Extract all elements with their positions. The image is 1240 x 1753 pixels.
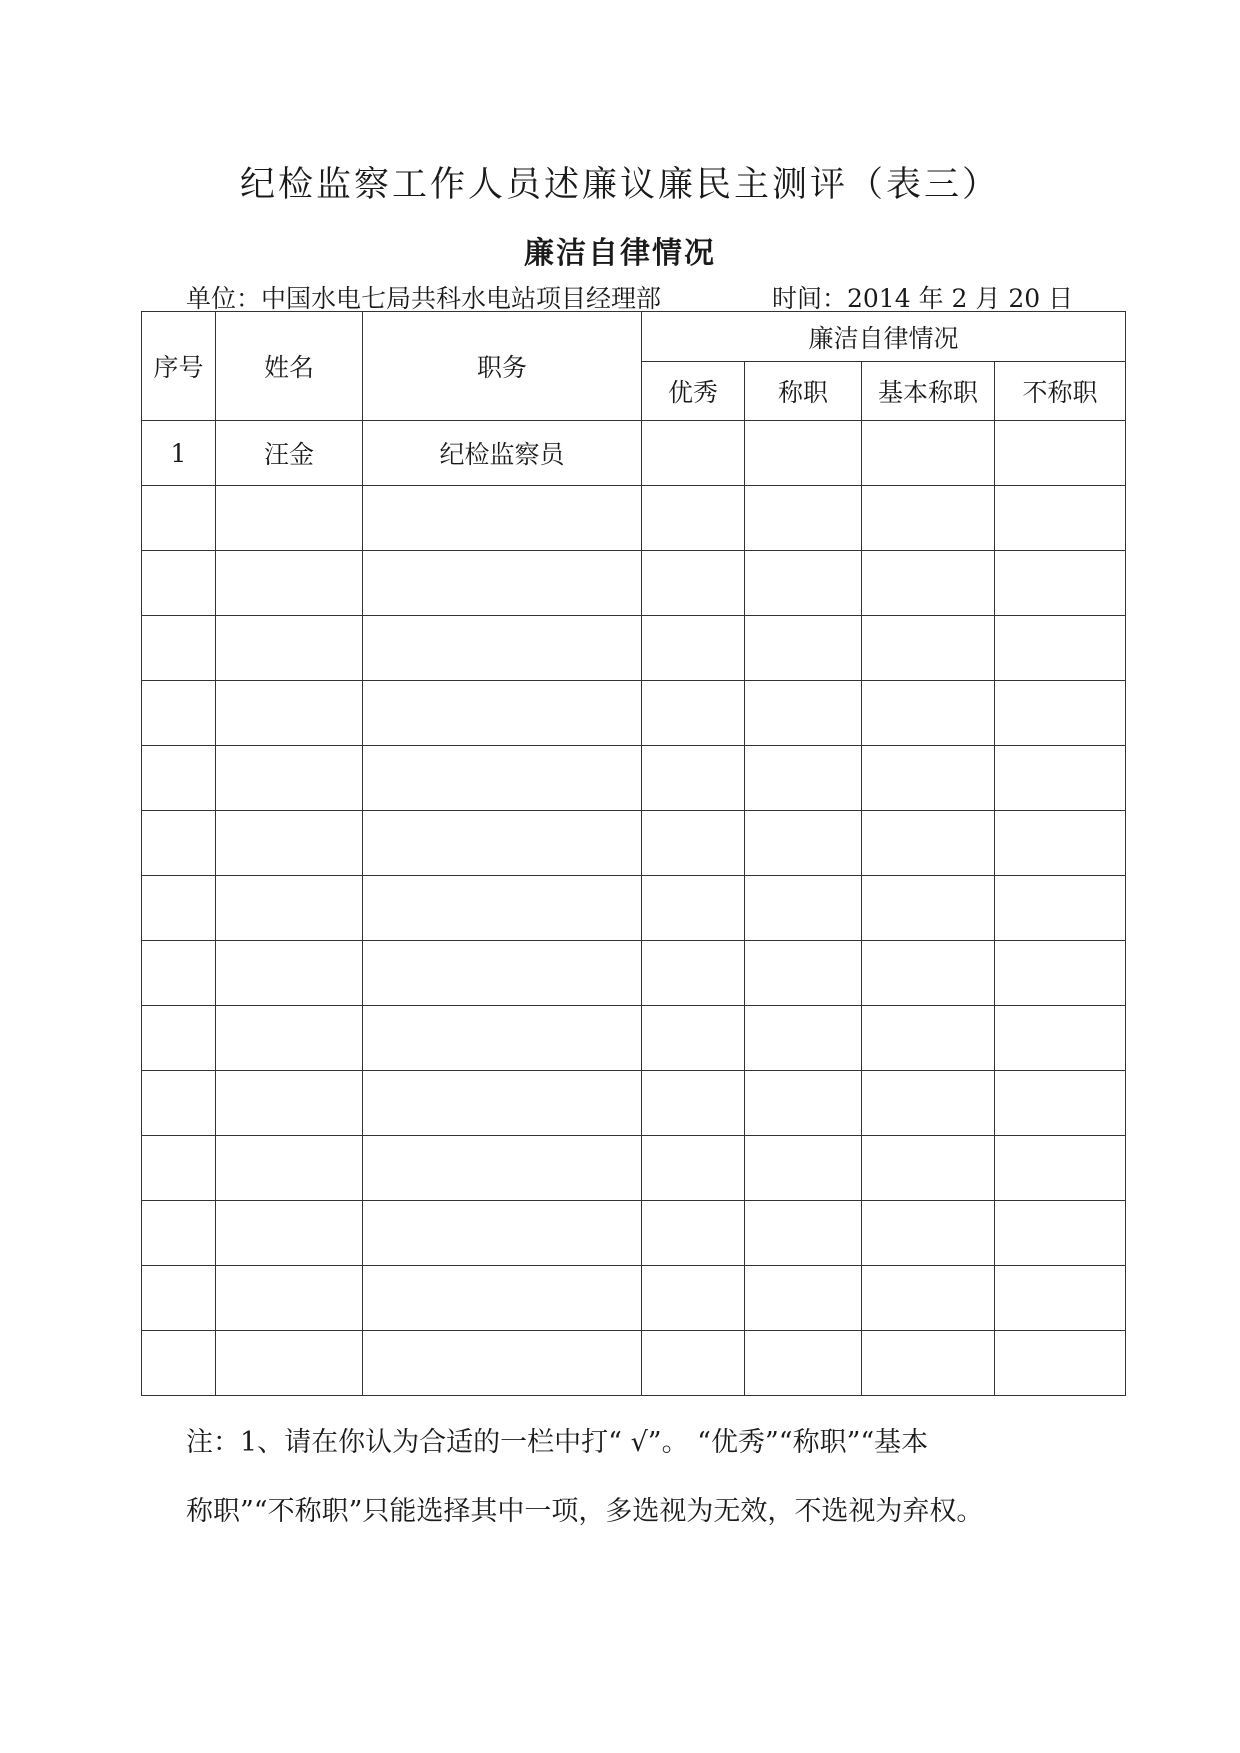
cell-rating-competent[interactable] [745, 746, 862, 811]
cell-rating-competent[interactable] [745, 421, 862, 486]
cell-rating-incompetent[interactable] [995, 1071, 1126, 1136]
cell-rating-basic[interactable] [862, 551, 995, 616]
cell-rating-basic[interactable] [862, 681, 995, 746]
cell-name: 汪金 [216, 421, 363, 486]
cell-rating-excellent[interactable] [642, 1201, 745, 1266]
cell-no [142, 941, 216, 1006]
cell-rating-basic[interactable] [862, 746, 995, 811]
cell-rating-excellent[interactable] [642, 876, 745, 941]
cell-no [142, 681, 216, 746]
cell-rating-incompetent[interactable] [995, 486, 1126, 551]
table-row [142, 1201, 1126, 1266]
cell-no [142, 746, 216, 811]
cell-rating-competent[interactable] [745, 1071, 862, 1136]
cell-rating-competent[interactable] [745, 551, 862, 616]
table-row [142, 746, 1126, 811]
table-row [142, 681, 1126, 746]
cell-rating-incompetent[interactable] [995, 1331, 1126, 1396]
cell-rating-basic[interactable] [862, 486, 995, 551]
cell-no [142, 551, 216, 616]
table-row [142, 616, 1126, 681]
cell-rating-excellent[interactable] [642, 616, 745, 681]
cell-position [363, 1266, 642, 1331]
cell-rating-basic[interactable] [862, 1331, 995, 1396]
cell-name [216, 811, 363, 876]
cell-no [142, 1006, 216, 1071]
cell-rating-basic[interactable] [862, 616, 995, 681]
document-subtitle: 廉洁自律情况 [524, 236, 716, 271]
cell-rating-basic[interactable] [862, 876, 995, 941]
cell-rating-excellent[interactable] [642, 1071, 745, 1136]
cell-name [216, 746, 363, 811]
table-row [142, 941, 1126, 1006]
header-rating-excellent: 优秀 [642, 362, 745, 421]
table-row [142, 1071, 1126, 1136]
cell-no [142, 1136, 216, 1201]
cell-no [142, 1201, 216, 1266]
table-row [142, 421, 1126, 486]
cell-name [216, 941, 363, 1006]
cell-rating-basic[interactable] [862, 1071, 995, 1136]
table-row [142, 551, 1126, 616]
table-row [142, 1006, 1126, 1071]
cell-rating-competent[interactable] [745, 681, 862, 746]
unit-label: 单位：中国水电七局共科水电站项目经理部 [186, 284, 662, 313]
cell-rating-incompetent[interactable] [995, 1006, 1126, 1071]
cell-rating-competent[interactable] [745, 811, 862, 876]
cell-rating-basic[interactable] [862, 1201, 995, 1266]
header-rating-competent: 称职 [745, 362, 862, 421]
cell-rating-incompetent[interactable] [995, 1201, 1126, 1266]
cell-position [363, 1331, 642, 1396]
cell-name [216, 616, 363, 681]
cell-rating-incompetent[interactable] [995, 421, 1126, 486]
cell-rating-excellent[interactable] [642, 811, 745, 876]
note-line-2: 称职”“不称职”只能选择其中一项，多选视为无效，不选视为弃权。 [186, 1496, 984, 1527]
cell-name [216, 1201, 363, 1266]
evaluation-table [141, 311, 1126, 1396]
cell-rating-competent[interactable] [745, 941, 862, 1006]
cell-position [363, 616, 642, 681]
cell-position [363, 1071, 642, 1136]
header-group: 廉洁自律情况 [642, 312, 1126, 362]
document-title: 纪检监察工作人员述廉议廉民主测评（表三） [239, 165, 1000, 205]
cell-rating-incompetent[interactable] [995, 746, 1126, 811]
cell-rating-basic[interactable] [862, 421, 995, 486]
cell-name [216, 681, 363, 746]
cell-position [363, 1006, 642, 1071]
cell-name [216, 1331, 363, 1396]
cell-rating-competent[interactable] [745, 1006, 862, 1071]
table-body [142, 421, 1126, 1396]
cell-position [363, 1201, 642, 1266]
cell-rating-excellent[interactable] [642, 681, 745, 746]
cell-rating-excellent[interactable] [642, 1136, 745, 1201]
cell-no [142, 1071, 216, 1136]
cell-rating-incompetent[interactable] [995, 681, 1126, 746]
cell-rating-competent[interactable] [745, 486, 862, 551]
cell-rating-competent[interactable] [745, 616, 862, 681]
cell-name [216, 551, 363, 616]
table-row [142, 1266, 1126, 1331]
cell-rating-excellent[interactable] [642, 421, 745, 486]
cell-rating-competent[interactable] [745, 1201, 862, 1266]
note-line-1: 注：1、请在你认为合适的一栏中打“ √”。 “优秀”“称职”“基本 [186, 1427, 929, 1458]
cell-rating-incompetent[interactable] [995, 941, 1126, 1006]
cell-rating-basic[interactable] [862, 1006, 995, 1071]
cell-position [363, 681, 642, 746]
cell-rating-competent[interactable] [745, 1136, 862, 1201]
cell-rating-basic[interactable] [862, 941, 995, 1006]
cell-name [216, 1006, 363, 1071]
cell-name [216, 1266, 363, 1331]
cell-no [142, 486, 216, 551]
cell-rating-excellent[interactable] [642, 1331, 745, 1396]
cell-name [216, 486, 363, 551]
cell-position [363, 876, 642, 941]
table-row [142, 486, 1126, 551]
cell-rating-incompetent[interactable] [995, 876, 1126, 941]
table-row [142, 876, 1126, 941]
cell-rating-excellent[interactable] [642, 1006, 745, 1071]
cell-rating-excellent[interactable] [642, 941, 745, 1006]
cell-rating-basic[interactable] [862, 1266, 995, 1331]
cell-position: 纪检监察员 [363, 421, 642, 486]
cell-rating-excellent[interactable] [642, 746, 745, 811]
table-row [142, 1331, 1126, 1396]
cell-position [363, 486, 642, 551]
cell-rating-excellent[interactable] [642, 486, 745, 551]
cell-position [363, 941, 642, 1006]
cell-no [142, 1266, 216, 1331]
cell-rating-competent[interactable] [745, 1331, 862, 1396]
cell-rating-excellent[interactable] [642, 551, 745, 616]
cell-position [363, 746, 642, 811]
table-row [142, 811, 1126, 876]
cell-no [142, 1331, 216, 1396]
cell-position [363, 811, 642, 876]
cell-rating-competent[interactable] [745, 876, 862, 941]
header-position: 职务 [363, 312, 642, 421]
cell-position [363, 551, 642, 616]
cell-rating-incompetent[interactable] [995, 1136, 1126, 1201]
date-label: 时间：2014 年 2 月 20 日 [772, 284, 1074, 313]
cell-rating-incompetent[interactable] [995, 1266, 1126, 1331]
cell-rating-basic[interactable] [862, 811, 995, 876]
cell-rating-incompetent[interactable] [995, 616, 1126, 681]
cell-no [142, 876, 216, 941]
header-rating-incompetent: 不称职 [995, 362, 1126, 421]
header-rating-basic: 基本称职 [862, 362, 995, 421]
cell-no [142, 811, 216, 876]
cell-position [363, 1136, 642, 1201]
table-row [142, 1136, 1126, 1201]
cell-name [216, 1071, 363, 1136]
cell-name [216, 876, 363, 941]
cell-rating-incompetent[interactable] [995, 551, 1126, 616]
cell-no: 1 [142, 421, 216, 486]
cell-rating-excellent[interactable] [642, 1266, 745, 1331]
cell-rating-basic[interactable] [862, 1136, 995, 1201]
cell-name [216, 1136, 363, 1201]
header-name: 姓名 [216, 312, 363, 421]
cell-rating-incompetent[interactable] [995, 811, 1126, 876]
header-no: 序号 [142, 312, 216, 421]
cell-rating-competent[interactable] [745, 1266, 862, 1331]
cell-no [142, 616, 216, 681]
